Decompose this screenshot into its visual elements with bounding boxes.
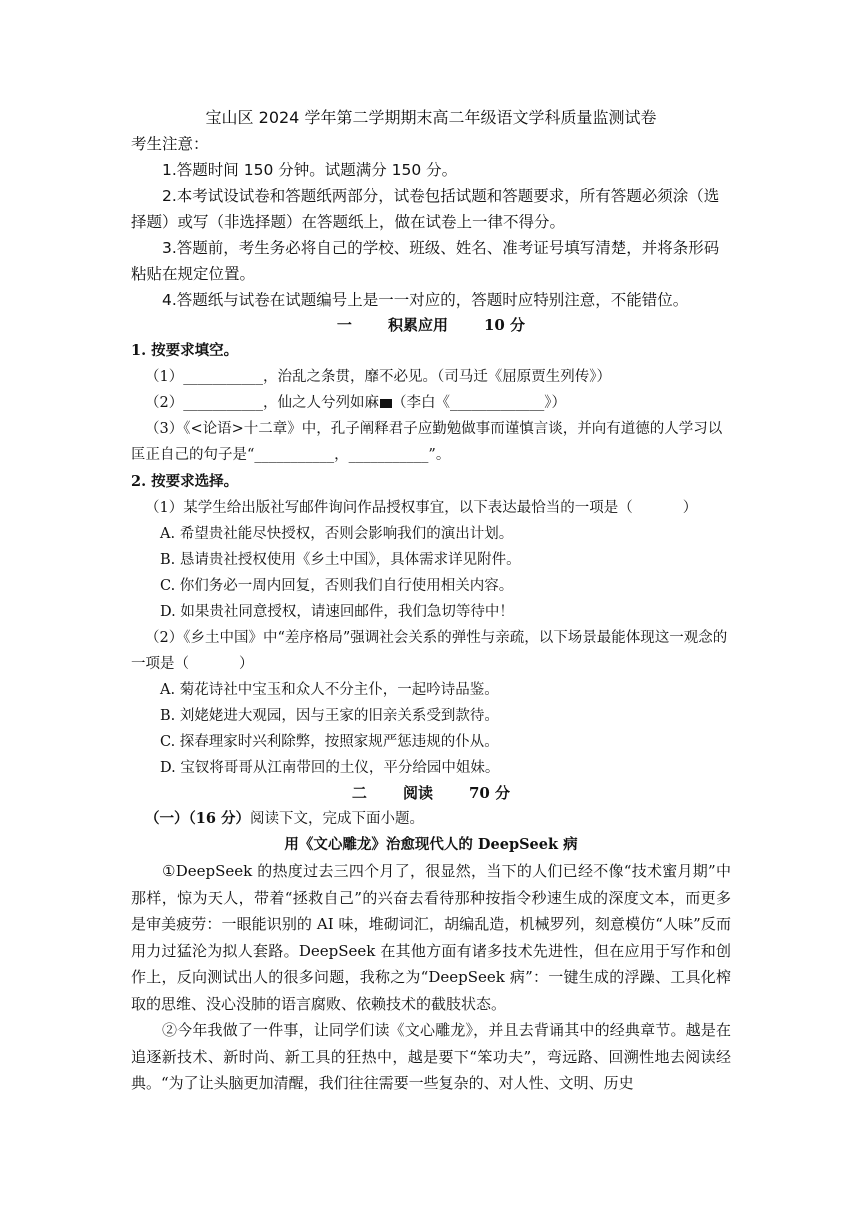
exam-content bbox=[131, 104, 731, 1097]
question-2-1-stem bbox=[131, 495, 731, 521]
question-1-item-3: （3）《<论语>十二章》中，孔子阐释君子应勤勉做事而谨慎言谈，并向有道德的人学习以匡正自己的句子是“___________，___________”。 bbox=[131, 421, 723, 463]
question-2-1-option-b: B. 恳请贵社授权使用《乡土中国》，具体需求详见附件。 bbox=[160, 552, 521, 568]
question-2-1-option-a: A. 希望贵社能尽快授权，否则会影响我们的演出计划。 bbox=[160, 526, 514, 542]
question-1-item-2 bbox=[131, 390, 731, 416]
section-1-name: 积累应用 bbox=[387, 316, 448, 334]
notice-item-4: 4.答题纸与试卷在试题编号上是一一对应的，答题时应特别注意，不能错位。 bbox=[162, 291, 689, 309]
exam-title: 宝山区 2024 学年第二学期期末高二年级语文学科质量监测试卷 bbox=[205, 108, 657, 127]
question-2-2-option-b: B. 刘姥姥进大观园，因与王家的旧亲关系受到款待。 bbox=[160, 708, 499, 724]
question-1-item-1: （1）___________，治乱之条贯，靡不必见。（司马迁《屈原贾生列传》） bbox=[145, 369, 611, 385]
article-paragraph-2: ②今年我做了一件事，让同学们读《文心雕龙》，并且去背诵其中的经典章节。越是在追逐新技术、新时尚、新工具的狂热中，越是要下“笨功夫”，弯远路、回溯性地去阅读经典。“为了让头脑更加清醒，我们往往需要一些复杂的、对人性、文明、历史 bbox=[131, 1021, 731, 1092]
question-2-2-stem-end: ） bbox=[239, 656, 254, 672]
notice-item-2: 2.本考试设试卷和答题纸两部分，试卷包括试题和答题要求，所有答题必须涂（选择题）或写（非选择题）在答题纸上，做在试卷上一律不得分。 bbox=[131, 187, 720, 231]
question-1-heading: 1. 按要求填空。 bbox=[131, 342, 239, 359]
article-paragraph-1: ①DeepSeek 的热度过去三四个月了，很显然，当下的人们已经不像“技术蜜月期”中那样，惊为天人，带着“拯救自己”的兴奋去看待那种按指令秒速生成的深度文本，而更多是审美疲劳：一眼能识别的 AI 味，堆砌词汇，胡编乱造，机械罗列，刻意模仿“人味”反而用力过猛沦为拟人套路。DeepSeek 在其他方面有诸多技术先进性，但在应用于写作和创作上，反向测试出人的很多问题，我称之为“DeepSeek 病”：一键生成的浮躁、工具化榨取的思维、没心没肺的语言腐败、依赖技术的截肢状态。 bbox=[131, 862, 731, 1013]
notice-item-3: 3.答题前，考生务必将自己的学校、班级、姓名、准考证号填写清楚，并将条形码粘贴在规定位置。 bbox=[131, 239, 720, 283]
question-2-1-stem-end: ） bbox=[682, 500, 698, 516]
article-title: 用《文心雕龙》治愈现代人的 DeepSeek 病 bbox=[284, 836, 578, 853]
missing-character-block bbox=[380, 399, 392, 408]
question-2-1-option-d: D. 如果贵社同意授权，请速回邮件，我们急切等待中！ bbox=[160, 604, 514, 620]
section-2-heading bbox=[131, 781, 731, 806]
section-1-number: 一 bbox=[336, 316, 352, 334]
reading-part-1-text: 阅读下文，完成下面小题。 bbox=[249, 811, 424, 827]
question-2-2-option-d: D. 宝钗将哥哥从江南带回的土仪，平分给园中姐妹。 bbox=[160, 760, 500, 776]
question-2-2-stem-text: （2）《乡土中国》中“差序格局”强调社会关系的弹性与亲疏，以下场景最能体现这一观念的一项是（ bbox=[131, 630, 728, 672]
question-2-2-stem bbox=[131, 625, 731, 677]
section-2-name: 阅读 bbox=[402, 784, 433, 802]
reading-part-1-intro bbox=[131, 806, 731, 832]
notice-item-1: 1.答题时间 150 分钟。试题满分 150 分。 bbox=[162, 161, 458, 179]
section-1-score: 10 分 bbox=[483, 316, 526, 334]
question-1-item-2-text: （2）___________，仙之人兮列如麻 bbox=[145, 395, 379, 411]
question-2-1-stem-text: （1）某学生给出版社写邮件询问作品授权事宜，以下表达最恰当的一项是（ bbox=[145, 500, 633, 516]
section-1-heading bbox=[131, 313, 731, 338]
section-2-score: 70 分 bbox=[468, 784, 511, 802]
reading-part-1-label: （一）（16 分） bbox=[145, 810, 250, 827]
question-2-heading: 2. 按要求选择。 bbox=[131, 473, 239, 490]
notice-heading: 考生注意： bbox=[131, 135, 209, 153]
question-2-2-option-c: C. 探春理家时兴利除弊，按照家规严惩违规的仆从。 bbox=[160, 734, 499, 750]
section-2-number: 二 bbox=[351, 784, 367, 802]
question-1-item-2-source: （李白《_____________》） bbox=[391, 395, 566, 411]
question-2-2-option-a: A. 菊花诗社中宝玉和众人不分主仆，一起吟诗品鉴。 bbox=[160, 682, 499, 698]
question-2-1-option-c: C. 你们务必一周内回复，否则我们自行使用相关内容。 bbox=[160, 578, 514, 594]
